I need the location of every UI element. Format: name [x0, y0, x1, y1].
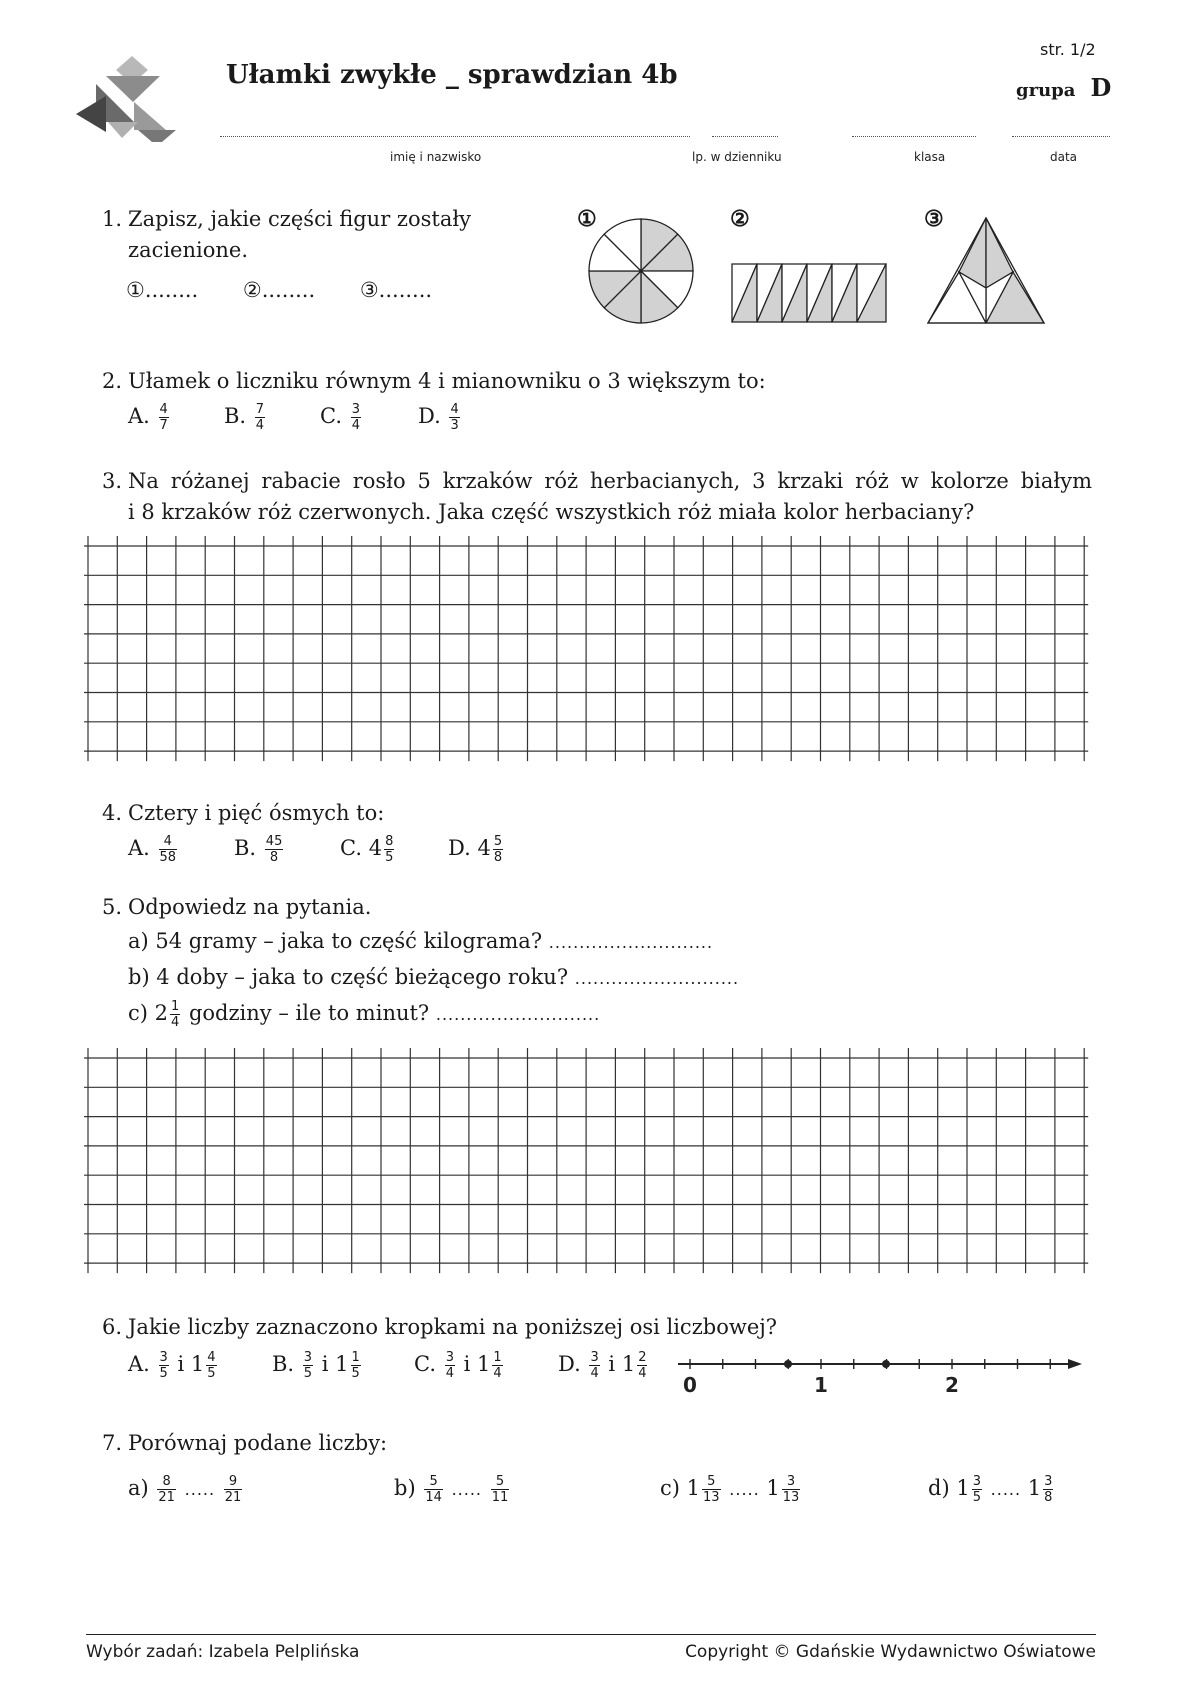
question-text: Odpowiedz na pytania. [128, 895, 372, 919]
item-label: c) [660, 1476, 680, 1500]
fraction [265, 834, 284, 865]
question-7 [92, 1428, 1092, 1459]
option-letter: A. [128, 404, 150, 428]
q6-option-b[interactable] [272, 1350, 363, 1381]
compare-blank[interactable]: ..... [990, 1480, 1022, 1499]
number-line-dot-1 [784, 1360, 792, 1368]
numerator: 3 [1044, 1474, 1053, 1489]
numerator: 3 [782, 1474, 801, 1490]
class-field-line[interactable] [852, 136, 976, 137]
denominator: 4 [590, 1366, 599, 1381]
numerator: 2 [638, 1350, 647, 1365]
fraction [492, 1350, 502, 1381]
denominator: 4 [351, 418, 360, 433]
denominator: 8 [493, 850, 503, 865]
numerator: 3 [590, 1350, 599, 1365]
fraction [159, 834, 178, 865]
option-letter: D. [418, 404, 441, 428]
option-letter: D. [558, 1352, 581, 1376]
q2-option-d[interactable] [418, 402, 462, 433]
axis-label-1: 1 [814, 1373, 828, 1396]
numerator: 4 [159, 834, 178, 850]
numerator: 4 [207, 1350, 216, 1365]
question-text: Porównaj podane liczby: [128, 1431, 388, 1455]
fraction [493, 834, 503, 865]
q7-item-d [928, 1474, 1055, 1505]
class-field-label: klasa [914, 150, 946, 164]
denominator: 58 [159, 850, 177, 865]
figure-1-label: ① [577, 206, 597, 232]
numerator: 9 [224, 1474, 243, 1490]
fraction [1043, 1474, 1053, 1505]
q1-blank-2[interactable]: ②........ [242, 278, 316, 302]
fraction [206, 1350, 216, 1381]
question-text-line-1: Na różanej rabacie rosło 5 krzaków róż herbacianych, 3 krzaki róż w kolorze białym [128, 469, 1092, 493]
axis-label-0: 0 [683, 1373, 697, 1396]
figure-1-circle [586, 216, 696, 326]
denominator: 14 [425, 1490, 442, 1505]
whole-part: 1 [956, 1476, 970, 1500]
answer-grid-1[interactable] [84, 534, 1100, 764]
fraction [224, 1474, 243, 1505]
option-connector: i 1 [321, 1352, 349, 1376]
question-text: Cztery i pięć ósmych to: [128, 801, 385, 825]
date-field-label: data [1050, 150, 1078, 164]
numerator: 1 [493, 1350, 502, 1365]
q5-part-a-answer[interactable]: ........................... [548, 933, 714, 952]
question-1 [92, 204, 512, 266]
denominator: 11 [491, 1490, 509, 1505]
item-label: a) [128, 1476, 149, 1500]
denominator: 3 [450, 418, 459, 433]
figure-2-rectangles [730, 262, 890, 324]
numerator: 5 [702, 1474, 721, 1490]
fraction [972, 1474, 982, 1505]
numerator: 3 [445, 1350, 454, 1365]
numerator: 7 [255, 402, 265, 417]
class-number-field-line[interactable] [712, 136, 778, 137]
q1-blank-3[interactable]: ③........ [359, 278, 433, 302]
figure-3-label: ③ [924, 206, 944, 232]
q7-item-c [660, 1474, 802, 1505]
fraction [449, 402, 459, 433]
question-text: Jakie liczby zaznaczono kropkami na poniższej osi liczbowej? [128, 1315, 778, 1339]
question-3 [92, 466, 1092, 528]
denominator: 5 [351, 1366, 360, 1381]
q5-part-c-text: godziny – ile to minut? [188, 1001, 430, 1025]
fraction [384, 834, 394, 865]
numerator: 3 [159, 1350, 168, 1365]
option-letter: C. [414, 1352, 436, 1376]
option-letter: D. [448, 836, 471, 860]
numerator: 5 [491, 1474, 510, 1490]
question-number: 3. [101, 469, 122, 493]
axis-label-2: 2 [945, 1373, 959, 1396]
denominator: 4 [171, 1015, 180, 1030]
q4-option-d[interactable] [448, 834, 505, 865]
whole-part: 4 [477, 836, 491, 860]
answer-grid-2[interactable] [84, 1046, 1100, 1276]
group-value: D [1090, 73, 1112, 102]
q5-part-b-answer[interactable]: ........................... [574, 969, 740, 988]
q6-option-a[interactable] [128, 1350, 219, 1381]
q7-item-a [128, 1474, 244, 1505]
denominator: 5 [207, 1366, 216, 1381]
q5-part-c-prefix: c) 2 [128, 1001, 168, 1025]
denominator: 5 [385, 850, 394, 865]
fraction [491, 1474, 510, 1505]
compare-blank[interactable]: ..... [451, 1480, 482, 1499]
option-connector: i 1 [177, 1352, 205, 1376]
q6-option-d[interactable] [558, 1350, 649, 1381]
option-connector: i 1 [608, 1352, 636, 1376]
q5-part-a-text: a) 54 gramy – jaka to część kilograma? [128, 929, 543, 953]
fraction [782, 1474, 801, 1505]
q4-option-c[interactable] [340, 834, 396, 865]
question-number: 2. [101, 369, 122, 393]
fraction [351, 402, 361, 433]
class-number-field-label: lp. w dzienniku [692, 150, 782, 164]
question-6 [92, 1312, 1092, 1343]
denominator: 4 [638, 1366, 647, 1381]
numerator: 4 [450, 402, 459, 417]
number-line [676, 1346, 1096, 1396]
question-number: 4. [101, 801, 122, 825]
denominator: 13 [703, 1490, 720, 1505]
number-line-dot-2 [882, 1360, 890, 1368]
footer-copyright: Copyright © Gdańskie Wydawnictwo Oświatowe [685, 1642, 1096, 1662]
q6-option-c[interactable] [414, 1350, 505, 1381]
whole-part: 1 [766, 1476, 780, 1500]
fraction [170, 999, 180, 1030]
q5-part-c-answer[interactable]: ........................... [435, 1005, 601, 1024]
denominator: 13 [782, 1490, 800, 1505]
denominator: 4 [493, 1366, 502, 1381]
page-number: str. 1/2 [1040, 40, 1096, 59]
question-text-line-2: i 8 krzaków róż czerwonych. Jaka część wszystkich róż miała kolor herbaciany? [128, 500, 975, 524]
denominator: 4 [255, 418, 265, 433]
question-number: 7. [101, 1431, 122, 1455]
fraction [255, 402, 265, 433]
option-letter: B. [272, 1352, 295, 1376]
q5-part-b-text: b) 4 doby – jaka to część bieżącego roku? [128, 965, 569, 989]
fraction [351, 1350, 361, 1381]
option-connector: i 1 [463, 1352, 491, 1376]
q5-part-b [128, 962, 739, 994]
publisher-logo [76, 56, 180, 146]
option-letter: A. [128, 836, 150, 860]
q4-option-b[interactable] [234, 834, 285, 865]
denominator: 21 [224, 1490, 242, 1505]
question-2 [92, 366, 1092, 397]
numerator: 4 [159, 402, 168, 417]
name-field-label: imię i nazwisko [390, 150, 482, 164]
denominator: 5 [972, 1490, 981, 1505]
fraction [637, 1350, 647, 1381]
fraction [159, 402, 169, 433]
numerator: 3 [972, 1474, 981, 1489]
option-letter: B. [224, 404, 247, 428]
fraction [702, 1474, 721, 1505]
option-letter: A. [128, 1352, 150, 1376]
whole-part: 4 [368, 836, 383, 860]
compare-blank[interactable]: ..... [729, 1480, 760, 1499]
numerator: 45 [265, 834, 283, 849]
q4-option-a[interactable] [128, 834, 179, 865]
q2-option-b[interactable] [224, 402, 267, 433]
question-4 [92, 798, 1092, 829]
group-label-text: grupa [1016, 80, 1076, 101]
denominator: 21 [158, 1490, 175, 1505]
compare-blank[interactable]: ..... [184, 1480, 216, 1499]
q5-part-c [128, 998, 600, 1030]
denominator: 8 [1044, 1490, 1053, 1505]
question-text: Zapisz, jakie części figur zostały zacienione. [128, 207, 472, 262]
numerator: 1 [351, 1350, 360, 1365]
q1-answer-blanks [126, 278, 432, 302]
denominator: 5 [159, 1366, 168, 1381]
option-letter: C. [340, 836, 362, 860]
figure-2-label: ② [730, 206, 750, 232]
denominator: 4 [445, 1366, 454, 1381]
q2-option-c[interactable] [320, 402, 363, 433]
question-number: 1. [101, 207, 122, 231]
numerator: 8 [157, 1474, 176, 1490]
question-text: Ułamek o liczniku równym 4 i mianowniku o 3 większym to: [128, 369, 766, 393]
numerator: 3 [303, 1350, 313, 1365]
date-field-line[interactable] [1012, 136, 1110, 137]
option-letter: B. [234, 836, 257, 860]
item-label: b) [394, 1476, 416, 1500]
question-number: 5. [101, 895, 122, 919]
page-title: Ułamki zwykłe _ sprawdzian 4b [226, 60, 678, 90]
numerator: 8 [385, 834, 394, 849]
footer-divider [86, 1634, 1096, 1635]
name-field-line[interactable] [220, 136, 690, 137]
fraction [424, 1474, 443, 1505]
denominator: 7 [159, 418, 168, 433]
fraction [303, 1350, 313, 1381]
q5-part-a [128, 926, 713, 958]
footer-author: Wybór zadań: Izabela Pelplińska [86, 1642, 360, 1662]
number-line-arrow [1068, 1359, 1082, 1369]
q1-blank-1[interactable]: ①........ [126, 278, 199, 302]
whole-part: 1 [1027, 1476, 1042, 1500]
q7-item-b [394, 1474, 511, 1505]
figure-3-triangle [924, 216, 1048, 326]
question-number: 6. [101, 1315, 122, 1339]
numerator: 5 [424, 1474, 443, 1490]
denominator: 5 [303, 1366, 313, 1381]
fraction [159, 1350, 169, 1381]
fraction [589, 1350, 599, 1381]
item-label: d) [928, 1476, 950, 1500]
question-5 [92, 892, 1092, 923]
fraction [445, 1350, 455, 1381]
q2-option-a[interactable] [128, 402, 171, 433]
fraction [157, 1474, 176, 1505]
option-letter: C. [320, 404, 342, 428]
numerator: 1 [171, 999, 180, 1014]
group-label [1016, 73, 1111, 102]
whole-part: 1 [686, 1476, 701, 1500]
numerator: 5 [493, 834, 503, 849]
denominator: 8 [269, 850, 279, 865]
numerator: 3 [351, 402, 360, 417]
